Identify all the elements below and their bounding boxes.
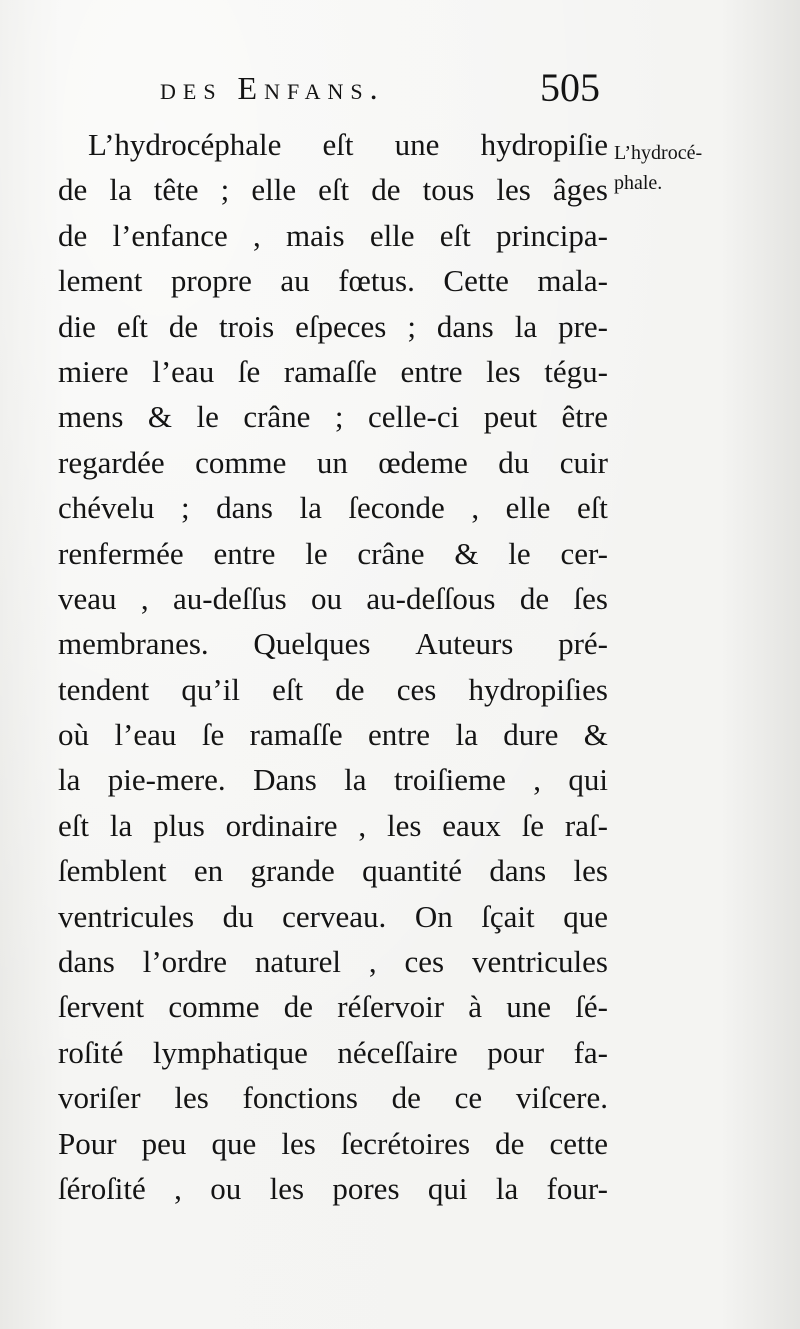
text-line: lement propre au fœtus. Cette mala- xyxy=(58,263,608,299)
text-line: regardée comme un œdeme du cuir xyxy=(58,444,608,480)
text-line: la pie-mere. Dans la troiſieme , qui xyxy=(58,762,608,798)
text-line: où l’eau ſe ramaſſe entre la dure & xyxy=(58,717,608,753)
text-line: tendent qu’il eſt de ces hydropiſies xyxy=(58,671,608,707)
text-line: chévelu ; dans la ſeconde , elle eſt xyxy=(58,490,608,526)
text-line: membranes. Quelques Auteurs pré- xyxy=(58,626,608,662)
text-line: ventricules du cerveau. On ſçait que xyxy=(58,898,608,934)
text-line: mens & le crâne ; celle-ci peut être xyxy=(58,399,608,435)
margin-note-line: L’hydrocé- xyxy=(614,142,703,164)
text-line: miere l’eau ſe ramaſſe entre les tégu- xyxy=(58,353,608,389)
text-line: Pour peu que les ſecrétoires de cette xyxy=(58,1125,608,1161)
text-line: L’hydrocéphale eſt une hydropiſie xyxy=(88,127,608,162)
text-line: ſervent comme de réſervoir à une ſé- xyxy=(58,989,608,1025)
running-head: des Enfans. xyxy=(160,70,385,106)
text-line: dans l’ordre naturel , ces ventricules xyxy=(58,944,608,980)
text-line: die eſt de trois eſpeces ; dans la pre- xyxy=(58,308,608,344)
text-line: voriſer les fonctions de ce viſcere. xyxy=(58,1080,608,1116)
page-number: 505 xyxy=(540,65,600,110)
text-line: de la tête ; elle eſt de tous les âges xyxy=(58,172,608,208)
text-line: de l’enfance , mais elle eſt principa- xyxy=(58,217,608,253)
body-text xyxy=(58,122,608,1211)
text-line: roſité lymphatique néceſſaire pour fa- xyxy=(58,1034,608,1070)
text-line: ſemblent en grande quantité dans les xyxy=(58,853,608,889)
margin-note xyxy=(614,138,702,198)
text-line: veau , au-deſſus ou au-deſſous de ſes xyxy=(58,580,608,616)
text-line: eſt la plus ordinaire , les eaux ſe raſ- xyxy=(58,807,608,843)
text-line: ſéroſité , ou les pores qui la four- xyxy=(58,1170,608,1206)
text-line: renfermée entre le crâne & le cer- xyxy=(58,535,608,571)
margin-note-line: phale. xyxy=(614,172,663,194)
